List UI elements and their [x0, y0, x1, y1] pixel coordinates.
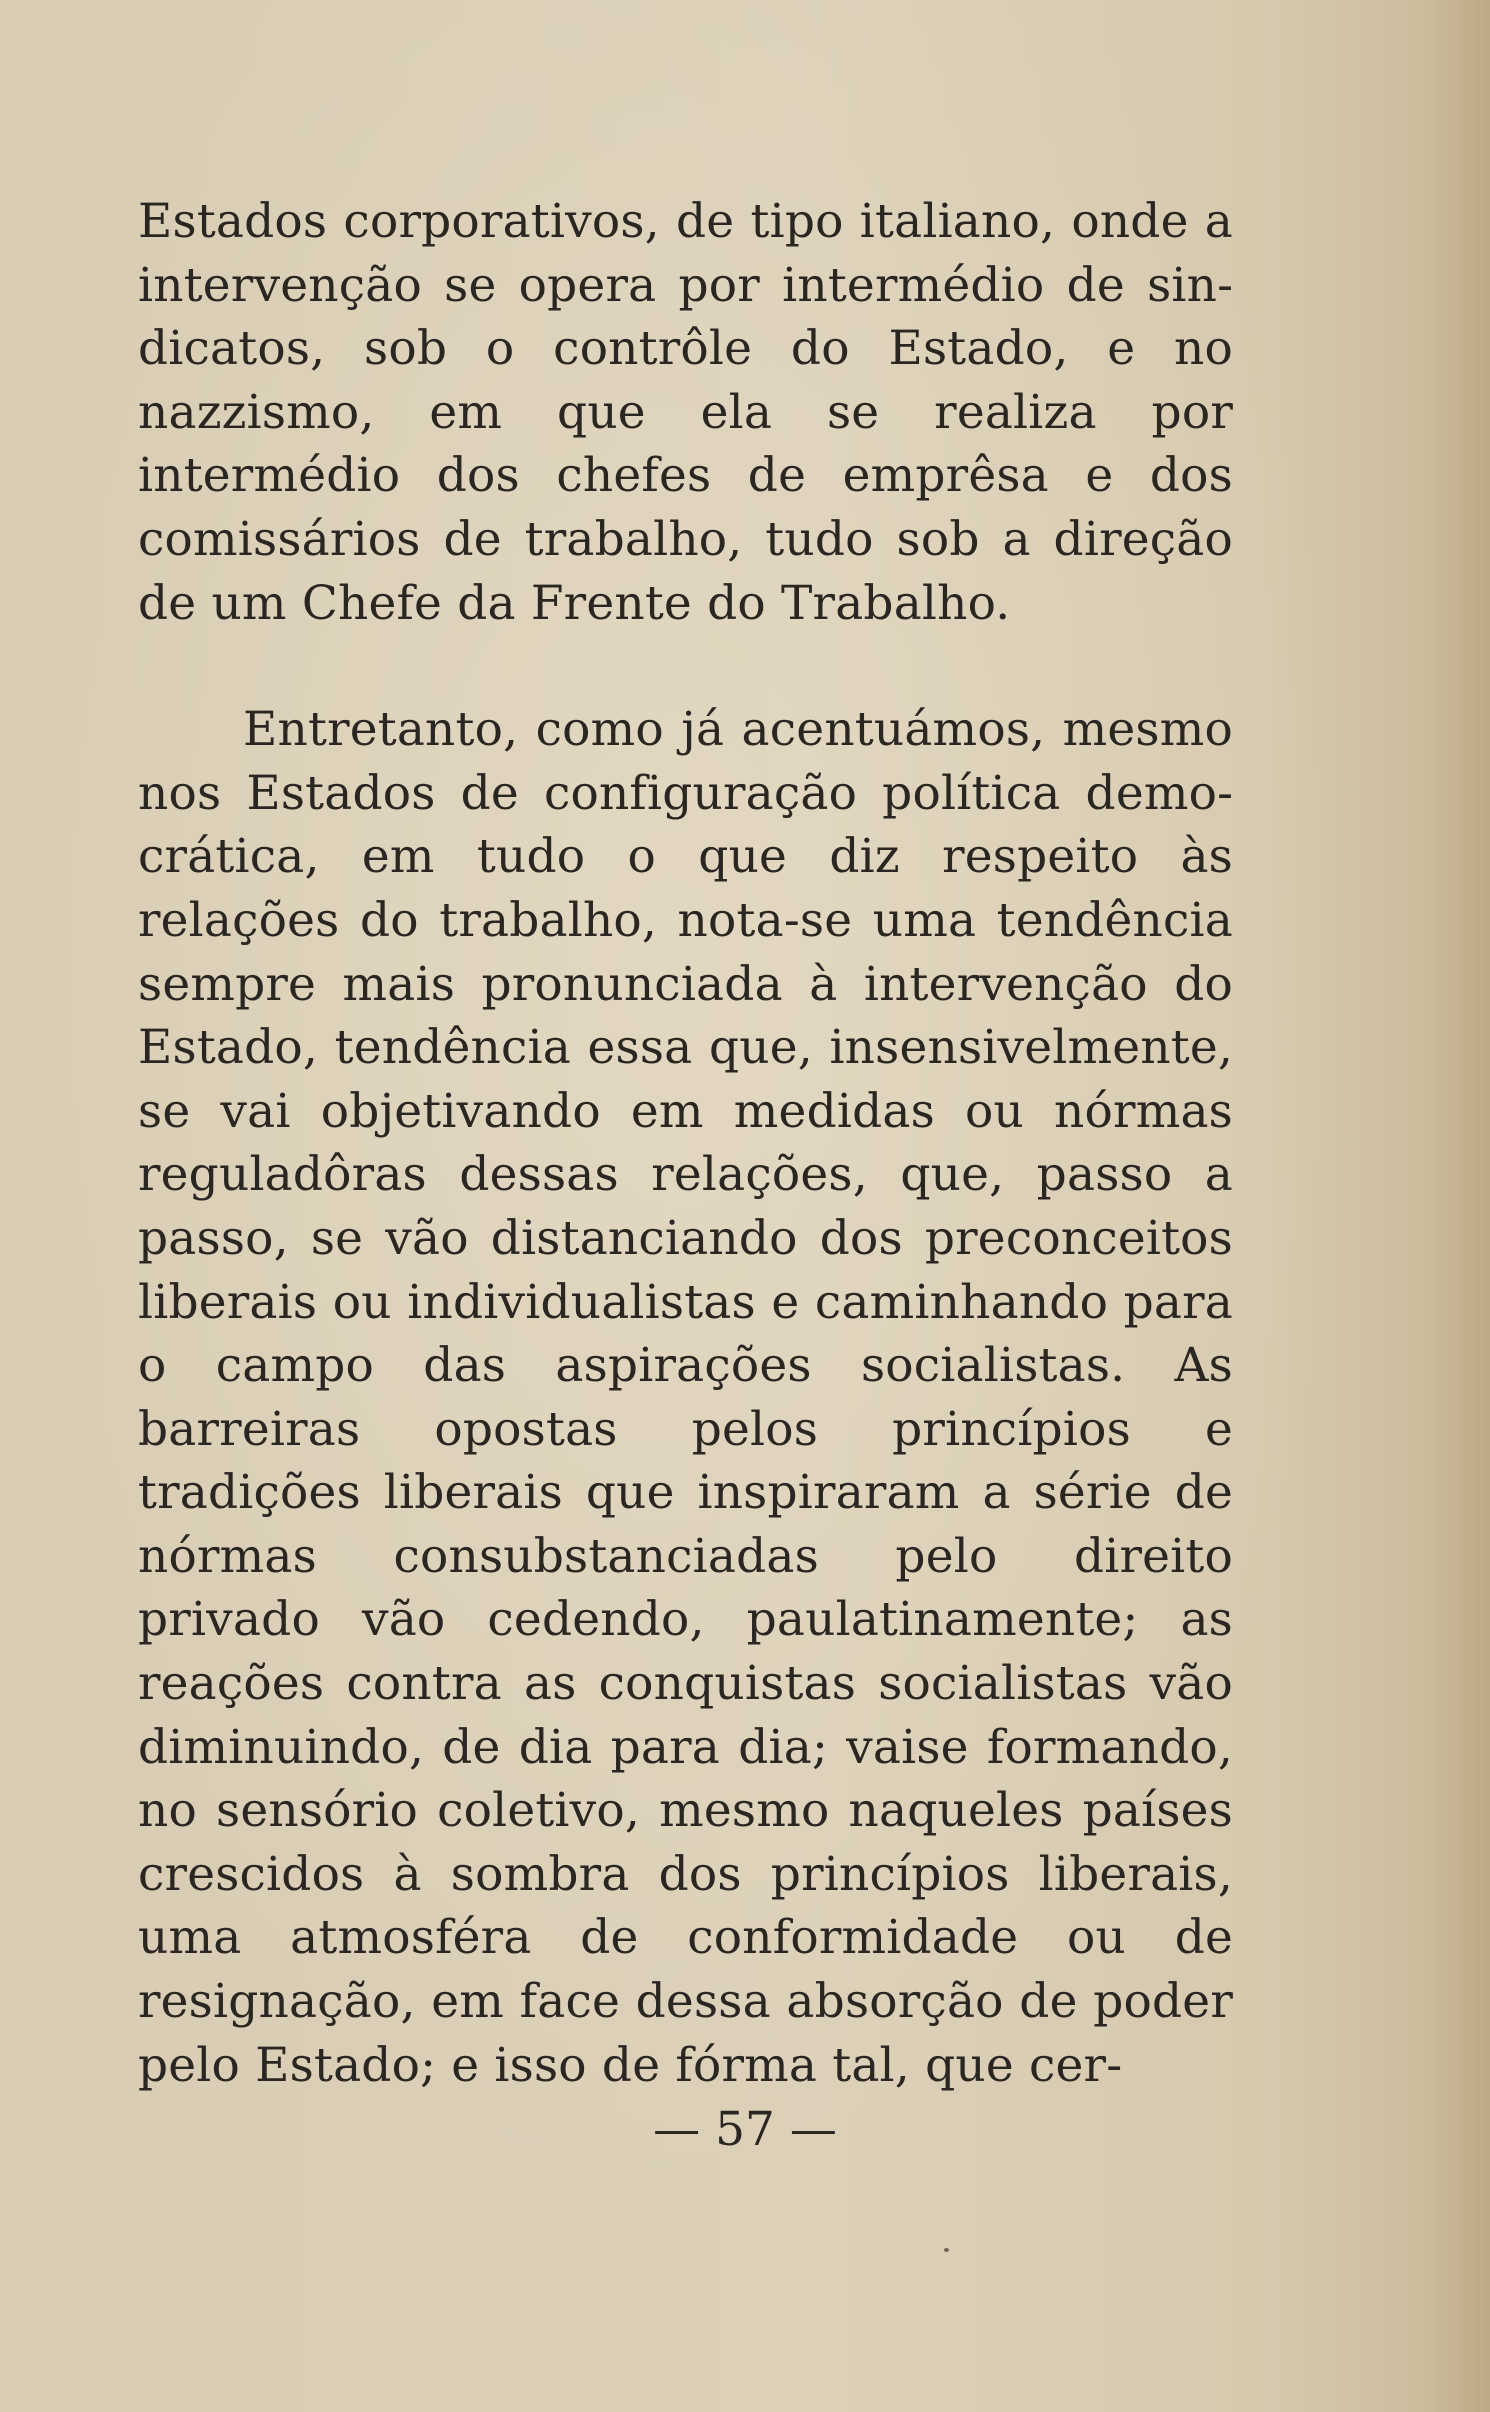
- paragraph-2: Entretanto, como já acentuámos, mesmo nos Estados de configuração política democrática, em tudo o que diz respeito às relações do trabalho, nota-se uma tendência sempre mais pronunciada à intervenção do Estado, tendência essa que, insensivelmente, se vai objetivando em medidas ou nórmas reguladôras dessas relações, que, passo a passo, se vão distanciando dos preconceitos liberais ou individualistas e caminhando para o campo das aspirações socialistas. As barreiras opostas pelos princípios e tradições liberais que inspiraram a série de nórmas consubstanciadas pelo direito privado vão cedendo, paulatinamente; as reações contra as conquistas socialistas vão diminuindo, de dia para dia; vaise formando, no sensório coletivo, mesmo naqueles países crescidos à sombra dos princípios liberais, uma atmosféra de conformidade ou de resignação, em face dessa absorção de poder pelo Estado; e isso de fórma tal, que cer-: [138, 702, 1233, 2093]
- paper-speck: [944, 2248, 949, 2252]
- body-text: [138, 190, 1233, 2097]
- page-number: — 57 —: [653, 2102, 837, 2157]
- paragraph-1: Estados corporativos, de tipo italiano, onde a intervenção se opera por intermédio de sindicatos, sob o contrôle do Estado, e no nazzismo, em que ela se realiza por intermédio dos chefes de emprêsa e dos comissários de trabalho, tudo sob a direção de um Chefe da Frente do Trabalho.: [138, 194, 1233, 631]
- page-edge-shadow: [1430, 0, 1490, 2412]
